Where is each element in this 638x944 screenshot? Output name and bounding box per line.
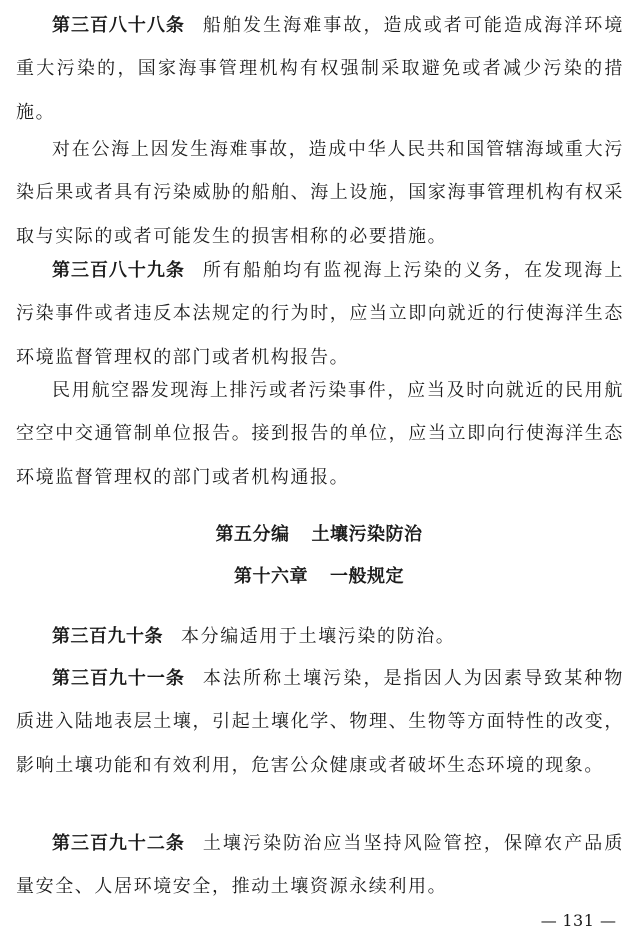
chapter-heading	[0, 565, 638, 589]
article-number: 第三百八十八条	[52, 15, 185, 36]
part-title: 土壤污染防治	[311, 524, 423, 545]
article-text: 土壤污染防治应当坚持风险管控，保障农产品质量安全、人居环境安全，推动土壤资源永续利用。	[16, 833, 624, 898]
article-text: 船舶发生海难事故，造成或者可能造成海洋环境重大污染的，国家海事管理机构有权强制采取避免或者减少污染的措施。	[16, 15, 624, 123]
part-heading	[0, 523, 638, 547]
page-number-value: 131	[562, 911, 595, 930]
article-number: 第三百九十一条	[52, 668, 185, 689]
article-392-paragraph	[16, 822, 624, 909]
article-number: 第三百九十条	[52, 626, 163, 647]
article-389-paragraph	[16, 249, 624, 379]
article-391-paragraph	[16, 657, 624, 787]
article-number: 第三百八十九条	[52, 260, 185, 281]
article-388-paragraph-2	[16, 128, 624, 258]
page-number	[541, 910, 616, 932]
article-389-paragraph-2	[16, 369, 624, 499]
paragraph-text: 对在公海上因发生海难事故，造成中华人民共和国管辖海域重大污染后果或者具有污染威胁的船舶、海上设施，国家海事管理机构有权采取与实际的或者可能发生的损害相称的必要措施。	[16, 139, 624, 247]
paragraph-text: 民用航空器发现海上排污或者污染事件，应当及时向就近的民用航空空中交通管制单位报告。接到报告的单位，应当立即向行使海洋生态环境监督管理权的部门或者机构通报。	[16, 380, 624, 488]
page-number-dash-right: —	[600, 911, 616, 930]
article-text: 本法所称土壤污染，是指因人为因素导致某种物质进入陆地表层土壤，引起土壤化学、物理、生物等方面特性的改变，影响土壤功能和有效利用，危害公众健康或者破坏生态环境的现象。	[16, 668, 624, 776]
article-text: 所有船舶均有监视海上污染的义务，在发现海上污染事件或者违反本法规定的行为时，应当立即向就近的行使海洋生态环境监督管理权的部门或者机构报告。	[16, 260, 624, 368]
page-number-dash-left: —	[540, 911, 557, 930]
article-390-paragraph	[16, 615, 624, 658]
chapter-label: 第十六章	[234, 566, 308, 587]
article-388-paragraph	[16, 4, 624, 134]
chapter-title: 一般规定	[330, 566, 404, 587]
article-text: 本分编适用于土壤污染的防治。	[181, 626, 456, 647]
part-label: 第五分编	[215, 524, 290, 545]
article-number: 第三百九十二条	[52, 833, 185, 854]
